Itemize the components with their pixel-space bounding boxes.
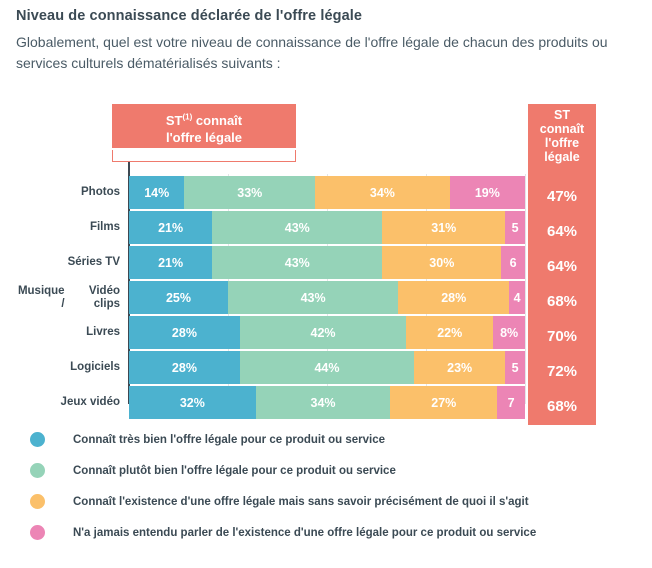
bar-row-label-line: Livres xyxy=(86,326,120,338)
bar-segment: 32% xyxy=(129,386,256,419)
st-column-header-line1: ST xyxy=(554,108,570,122)
bar-segment: 21% xyxy=(129,246,212,279)
legend-item-label: Connaît très bien l'offre légale pour ce produit ou service xyxy=(73,433,386,446)
bar-row-label xyxy=(16,176,120,209)
st-column-header-line3: l'offre xyxy=(544,136,580,150)
bar-track xyxy=(129,281,525,314)
bar-row xyxy=(16,351,616,384)
bar-rows xyxy=(16,176,616,421)
bar-segment: 27% xyxy=(390,386,497,419)
legend-item-label: Connaît plutôt bien l'offre légale pour ce produit ou service xyxy=(73,464,396,477)
bar-row-label-line: Séries TV xyxy=(67,256,120,268)
bar-segment: 5 xyxy=(505,351,525,384)
legend-item[interactable] xyxy=(16,517,636,548)
bar-segment: 19% xyxy=(450,176,525,209)
bar-row-label xyxy=(16,351,120,384)
bar-segment: 14% xyxy=(129,176,184,209)
bar-segment: 25% xyxy=(129,281,228,314)
bar-track xyxy=(129,386,525,419)
st-total-value: 47% xyxy=(546,188,578,205)
bar-row-label xyxy=(16,211,120,244)
bar-row xyxy=(16,386,616,419)
legend-item-label: Connaît l'existence d'une offre légale mais sans savoir précisément de quoi il s'agit xyxy=(73,495,529,508)
st-total-value: 68% xyxy=(546,293,578,310)
st-column-header-line4: légale xyxy=(544,150,580,164)
bar-segment: 8% xyxy=(493,316,525,349)
bar-segment: 43% xyxy=(212,246,382,279)
bar-row-label-line: Photos xyxy=(81,186,120,198)
bar-row-label-line: Jeux vidéo xyxy=(60,396,120,408)
bar-segment: 5 xyxy=(505,211,525,244)
bar-segment: 6 xyxy=(501,246,525,279)
bar-segment: 42% xyxy=(240,316,406,349)
legend-item[interactable] xyxy=(16,424,636,455)
bar-segment: 7 xyxy=(497,386,525,419)
legend-color-swatch-icon xyxy=(30,463,45,478)
bar-track xyxy=(129,316,525,349)
bar-segment: 28% xyxy=(129,316,240,349)
st-column-header xyxy=(528,104,596,166)
chart-legend xyxy=(16,424,636,548)
bar-segment: 44% xyxy=(240,351,414,384)
bar-row-label xyxy=(16,386,120,419)
bar-segment: 43% xyxy=(212,211,382,244)
bar-segment: 21% xyxy=(129,211,212,244)
bar-row xyxy=(16,281,616,314)
bar-row-label-line: Vidéo clips xyxy=(88,284,120,310)
bar-track xyxy=(129,211,525,244)
bar-segment: 4 xyxy=(509,281,525,314)
chart-plot-area xyxy=(16,162,616,412)
bar-segment: 23% xyxy=(414,351,505,384)
bar-row-label-line: Musique / xyxy=(17,284,65,310)
legend-item[interactable] xyxy=(16,486,636,517)
legend-item[interactable] xyxy=(16,455,636,486)
bar-segment: 22% xyxy=(406,316,493,349)
bar-segment: 31% xyxy=(382,211,505,244)
bar-row xyxy=(16,316,616,349)
st-total-value: 64% xyxy=(546,258,578,275)
bar-row xyxy=(16,246,616,279)
page-title: Niveau de connaissance déclarée de l'offre légale xyxy=(16,8,363,24)
bar-segment: 34% xyxy=(315,176,450,209)
bar-row xyxy=(16,176,616,209)
bar-row-label xyxy=(16,246,120,279)
st-total-value: 68% xyxy=(546,398,578,415)
bar-track xyxy=(129,176,525,209)
bar-row-label-line: Films xyxy=(89,221,120,233)
bar-row-label xyxy=(16,281,120,314)
bar-segment: 28% xyxy=(129,351,240,384)
st-banner xyxy=(112,104,296,148)
st-banner-line1: ST$^{(1)}$ connaît xyxy=(165,113,243,129)
bar-track xyxy=(129,351,525,384)
bar-segment: 34% xyxy=(256,386,391,419)
st-column-header-line2: connaît xyxy=(539,122,585,136)
st-bracket xyxy=(112,150,296,162)
bar-segment: 43% xyxy=(228,281,398,314)
st-total-value: 72% xyxy=(546,363,578,380)
bar-segment: 33% xyxy=(184,176,315,209)
legend-color-swatch-icon xyxy=(30,525,45,540)
bar-row-label xyxy=(16,316,120,349)
bar-segment: 30% xyxy=(382,246,501,279)
bar-segment: 28% xyxy=(398,281,509,314)
legend-color-swatch-icon xyxy=(30,494,45,509)
legend-color-swatch-icon xyxy=(30,432,45,447)
bar-row-label-line: Logiciels xyxy=(70,361,120,373)
st-total-value: 64% xyxy=(546,223,578,240)
st-banner-line2: l'offre légale xyxy=(165,130,243,146)
bar-row xyxy=(16,211,616,244)
page-subtitle: Globalement, quel est votre niveau de connaissance de l'offre légale de chacun des produits ou services culturels dématérialisés suivants : xyxy=(16,34,608,71)
st-total-value: 70% xyxy=(546,328,578,345)
legend-item-label: N'a jamais entendu parler de l'existence d'une offre légale pour ce produit ou service xyxy=(73,526,537,539)
bar-track xyxy=(129,246,525,279)
st-banner-superscript: (1) xyxy=(182,113,193,122)
